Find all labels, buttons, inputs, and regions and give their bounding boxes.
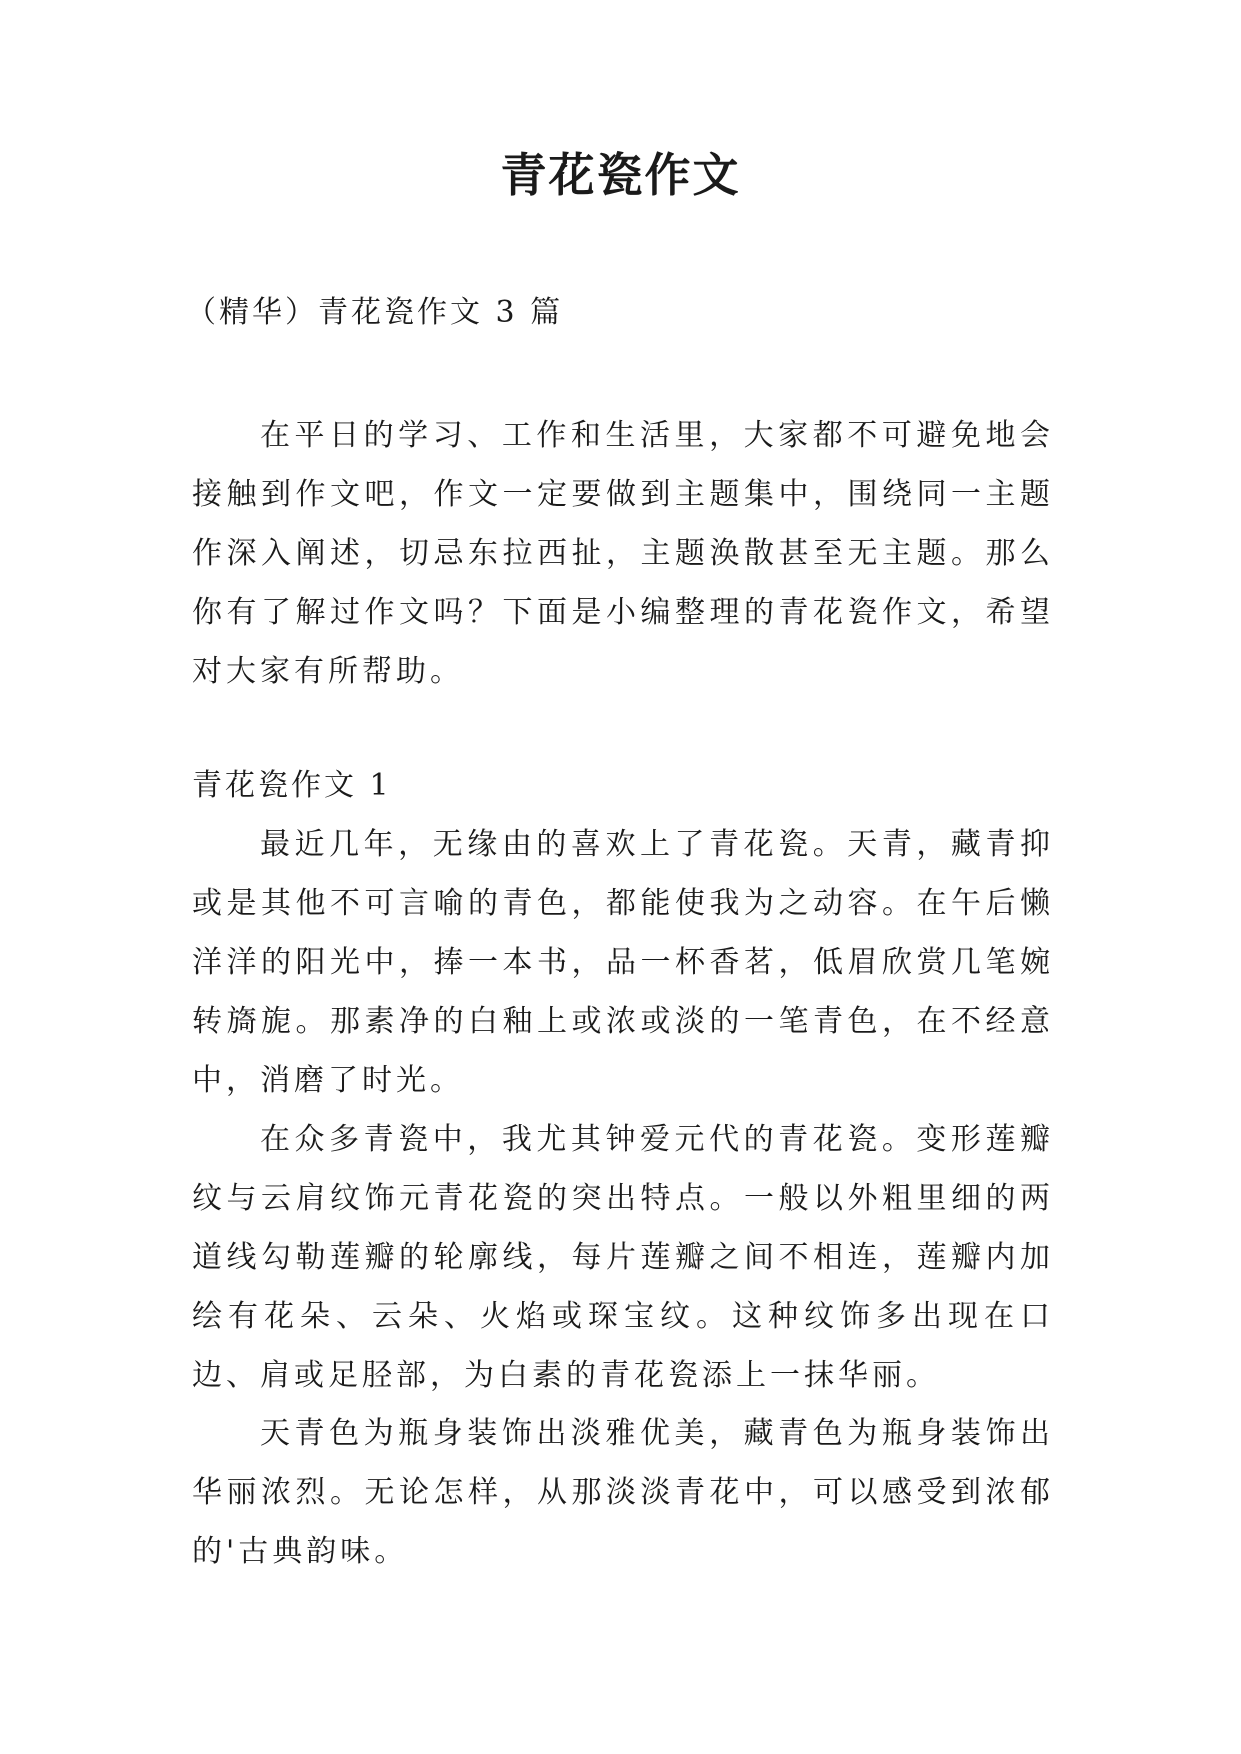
body-paragraph-3: 天青色为瓶身装饰出淡雅优美，藏青色为瓶身装饰出华丽浓烈。无论怎样，从那淡淡青花中，可以感受到浓郁的'古典韵味。 — [192, 1416, 1054, 1569]
document-subtitle: （精华）青花瓷作文 3 篇 — [186, 295, 564, 330]
section-heading: 青花瓷作文 1 — [192, 768, 392, 803]
document-title: 青花瓷作文 — [500, 148, 741, 202]
intro-paragraph: 在平日的学习、工作和生活里，大家都不可避免地会接触到作文吧，作文一定要做到主题集中，围绕同一主题作深入阐述，切忌东拉西扯，主题涣散甚至无主题。那么你有了解过作文吗？下面是小编整理的青花瓷作文，希望对大家有所帮助。 — [192, 418, 1054, 689]
body-paragraph-2: 在众多青瓷中，我尤其钟爱元代的青花瓷。变形莲瓣纹与云肩纹饰元青花瓷的突出特点。一般以外粗里细的两道线勾勒莲瓣的轮廓线，每片莲瓣之间不相连，莲瓣内加绘有花朵、云朵、火焰或琛宝纹。这种纹饰多出现在口边、肩或足胫部，为白素的青花瓷添上一抹华丽。 — [192, 1122, 1054, 1393]
body-paragraph-1: 最近几年，无缘由的喜欢上了青花瓷。天青，藏青抑或是其他不可言喻的青色，都能使我为之动容。在午后懒洋洋的阳光中，捧一本书，品一杯香茗，低眉欣赏几笔婉转旖旎。那素净的白釉上或浓或淡的一笔青色，在不经意中，消磨了时光。 — [192, 827, 1054, 1098]
